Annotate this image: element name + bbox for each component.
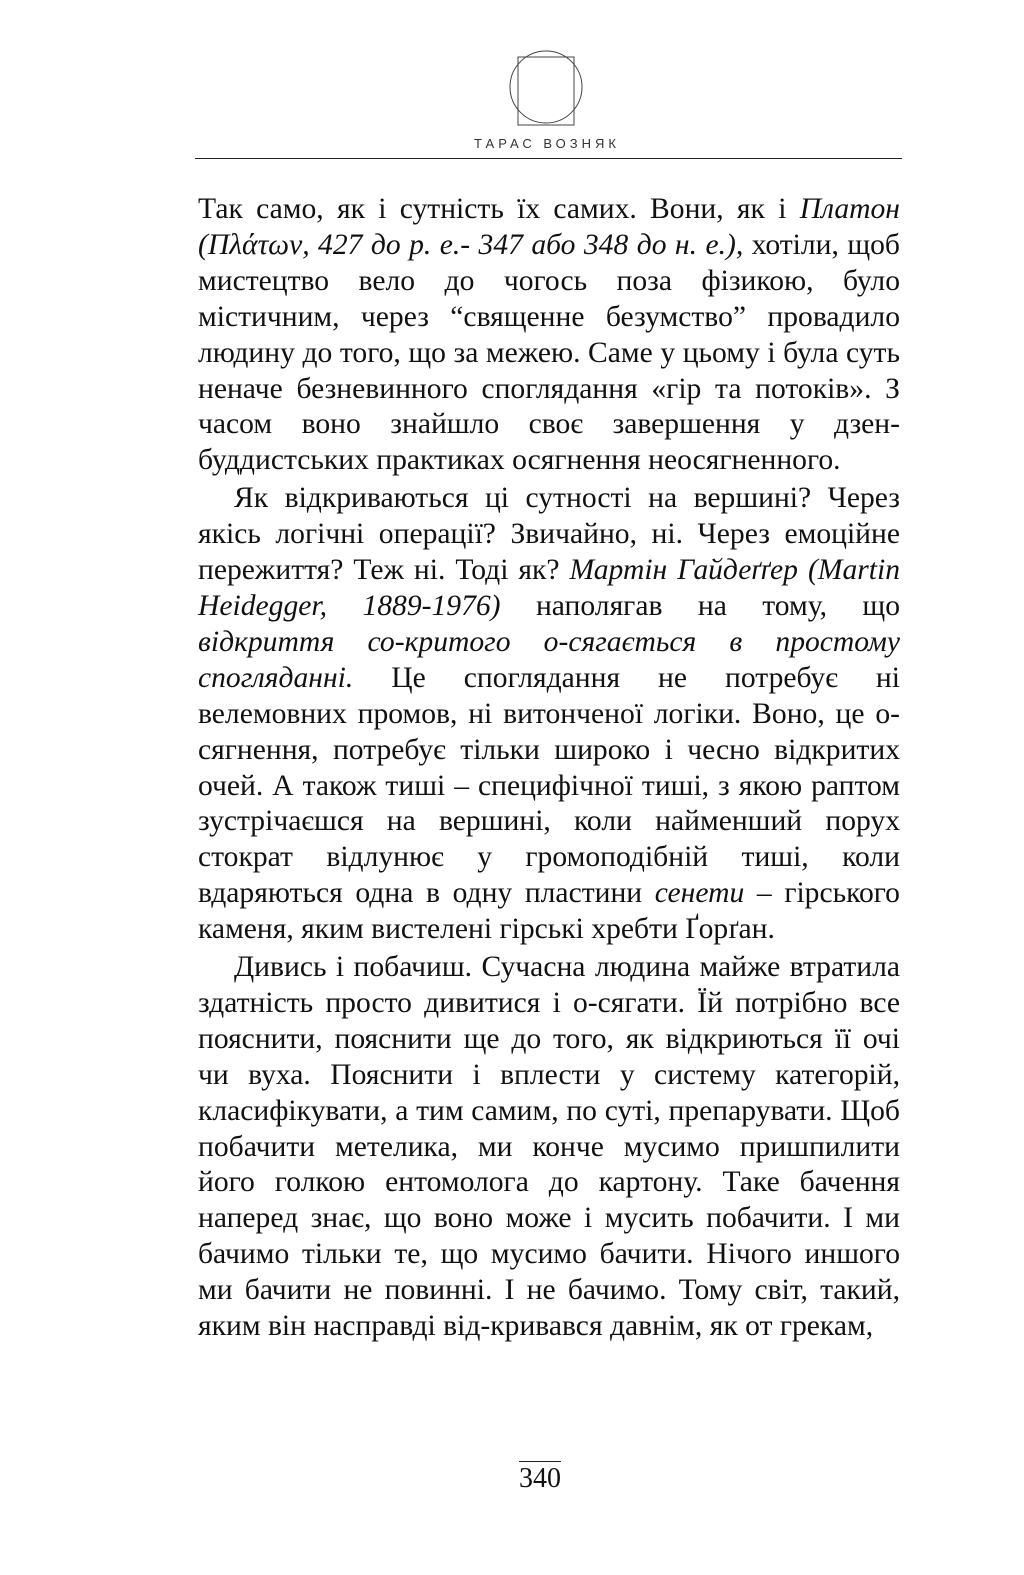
emblem-circle-square-icon: [508, 42, 584, 132]
page-number: [0, 1461, 1024, 1495]
text-segment: Так само, як і сутність їх самих. Вони, як і: [198, 193, 800, 225]
body-text: [198, 192, 900, 1345]
text-segment-italic: Мартін Гайдеґґер (Martin Heidegger, 1889-1976): [198, 554, 901, 622]
text-segment: Як відкриваються ці сутності на вершині? Через якісь логічні операції? Звичайно, ні. Через емоційне пережиття? Теж ні. Тоді як?: [198, 482, 900, 587]
text-segment-italic: сенети: [654, 877, 745, 910]
text-segment: Це споглядання не потребує ні велемовних промов, ні витонченої логіки. Воно, це о-сягнення, потребує тільки широко і чесно відкритих очей. А також тиші – специфічної тиші, з якою раптом зустрічаєшся на вершині, коли найменший порух стократ відлунює у громоподібній тиші, коли вдаряються одна в одну пластини: [198, 661, 900, 910]
paragraph-1: [198, 192, 900, 479]
page-number-value: 340: [519, 1463, 561, 1494]
text-segment: хотіли, щоб мистецтво вело до чогось поза фізикою, було містичним, через “священне безумство” провадило людину до того, що за межею. Саме у цьому і була суть неначе безневинного споглядання «гір та потоків». З часом воно знайшло своє завершення у дзен-буддистських практиках осягнення неосягненного.: [198, 228, 900, 477]
text-segment: – гірського каменя, яким вистелені гірські хребти Ґорґан.: [198, 877, 900, 946]
text-segment: наполягав на тому, що: [500, 589, 900, 622]
running-head-author: ТАРАС ВОЗНЯК: [474, 136, 620, 151]
text-segment-italic: Платон (Πλάτων, 427 до р. е.- 347 або 348 до н. е.),: [198, 193, 900, 261]
header-divider: [195, 158, 902, 159]
text-segment-italic: відкриття со-критого о-сягається в простому спогляданні.: [198, 625, 900, 694]
text-segment: Дивись і побачиш. Сучасна людина майже втратила здатність просто дивитися і о-сягати. Їй потрібно все пояснити, пояснити ще до того, як відкриються її очі чи вуха. Пояснити і вплести у систему категорій, класифікувати, а тим самим, по суті, препарувати. Щоб побачити метелика, ми конче мусимо пришпилити його голкою ентомолога до картону. Таке бачення наперед знає, що воно може і мусить побачити. І ми бачимо тільки те, що мусимо бачити. Нічого иншого ми бачити не повинні. І не бачимо. Тому світ, такий, яким він насправді від-кривався давнім, як от грекам,: [198, 951, 900, 1343]
paragraph-2: [198, 481, 900, 948]
paragraph-3: [198, 950, 900, 1345]
